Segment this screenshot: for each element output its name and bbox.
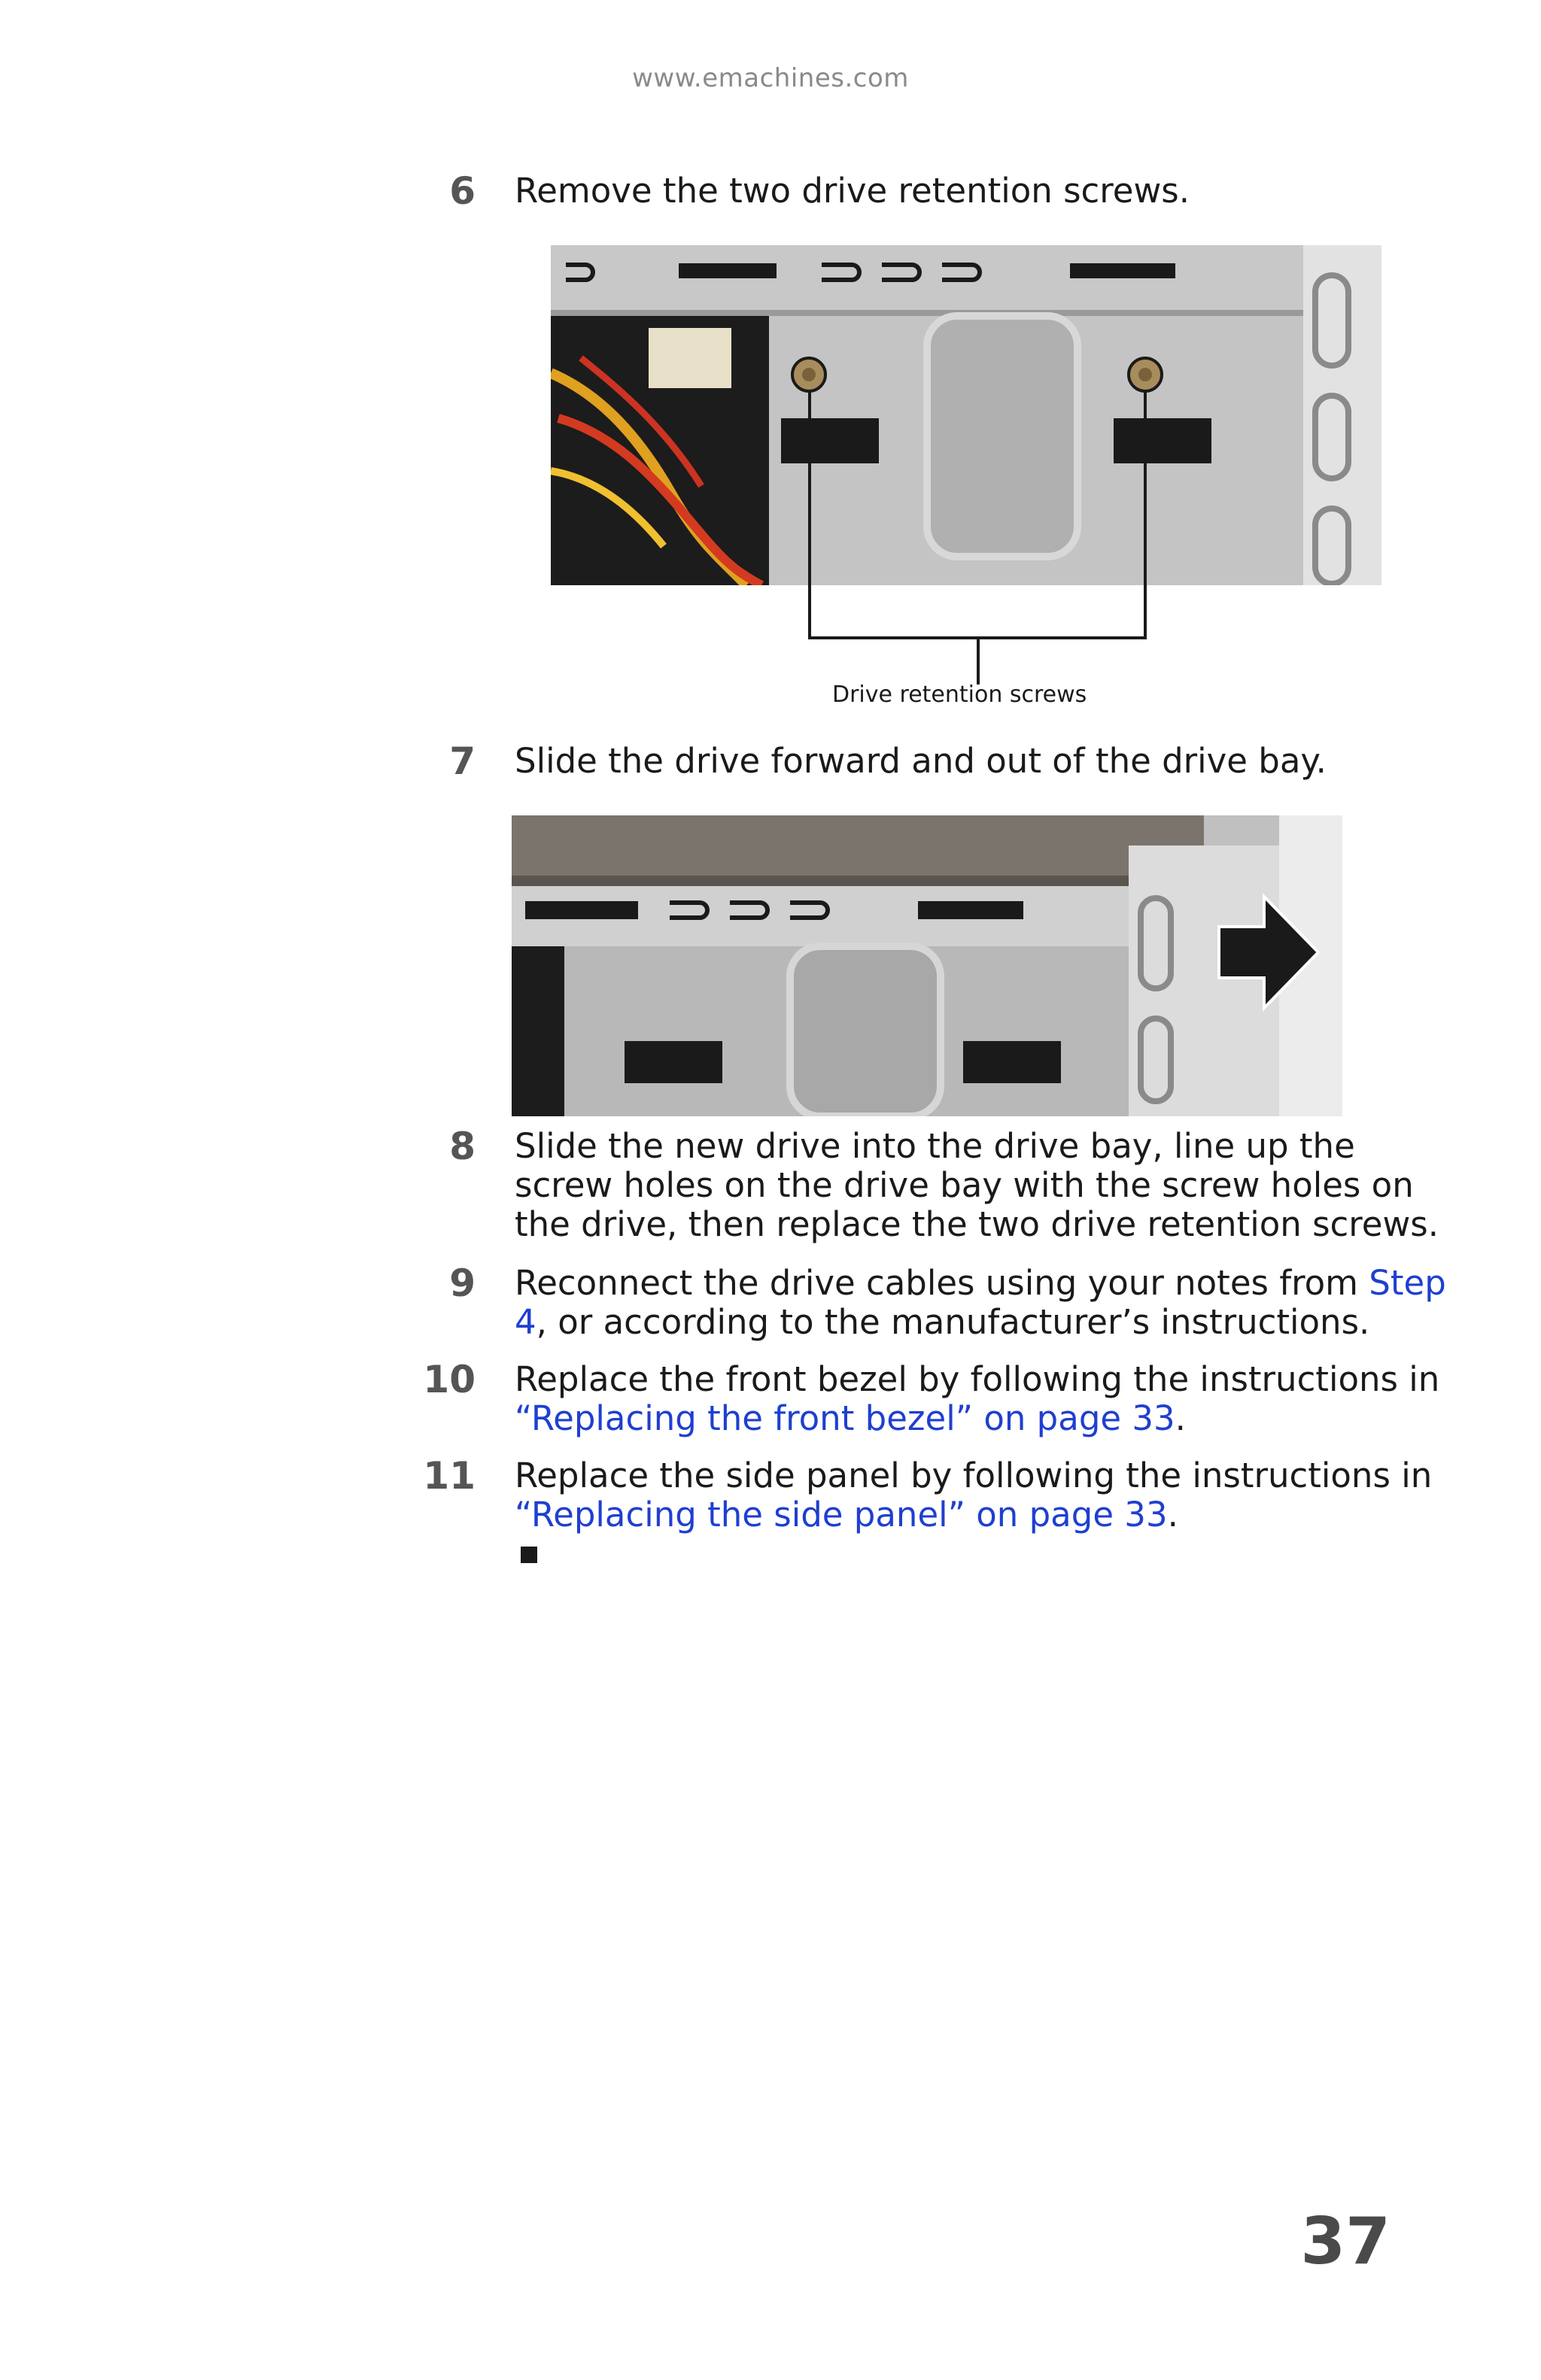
step-text — [515, 1360, 1448, 1438]
step-number: 9 — [449, 1261, 476, 1305]
step-text: Slide the drive forward and out of the drive bay. — [515, 741, 1327, 781]
step-text-before: Reconnect the drive cables using your notes from — [515, 1263, 1369, 1303]
step-number: 10 — [423, 1358, 476, 1401]
link-replacing-front-bezel[interactable]: “Replacing the front bezel” on page 33 — [515, 1398, 1175, 1438]
page-number: 37 — [1300, 2204, 1391, 2279]
figure-slide-drive-out — [512, 815, 1342, 1116]
step-text: Slide the new drive into the drive bay, line up the screw holes on the drive bay with the screw holes on the drive, then replace the two drive retention screws. — [515, 1126, 1439, 1244]
step-number: 11 — [423, 1454, 476, 1498]
drive-slide-photo — [512, 815, 1342, 1116]
step-text: Remove the two drive retention screws. — [515, 171, 1190, 211]
link-step-4[interactable]: Step 4 — [515, 1263, 1446, 1342]
step-number: 7 — [449, 739, 476, 783]
callout-drive-retention-screws: Drive retention screws — [832, 682, 1087, 708]
step-text — [515, 1456, 1448, 1535]
step-text-after: . — [1167, 1495, 1178, 1535]
callout-lines — [0, 0, 1541, 737]
step-number: 6 — [449, 169, 476, 213]
link-replacing-side-panel[interactable]: “Replacing the side panel” on page 33 — [515, 1495, 1168, 1535]
step-number: 8 — [449, 1125, 476, 1168]
header-url: www.emachines.com — [632, 63, 909, 93]
step-text-before: Replace the side panel by following the instructions in — [515, 1456, 1433, 1495]
step-text-after: , or according to the manufacturer’s instructions. — [536, 1302, 1370, 1342]
step-text-before: Replace the front bezel by following the instructions in — [515, 1359, 1440, 1399]
step-text-after: . — [1175, 1398, 1186, 1438]
step-text — [515, 1264, 1448, 1342]
end-of-section-icon — [521, 1547, 537, 1563]
